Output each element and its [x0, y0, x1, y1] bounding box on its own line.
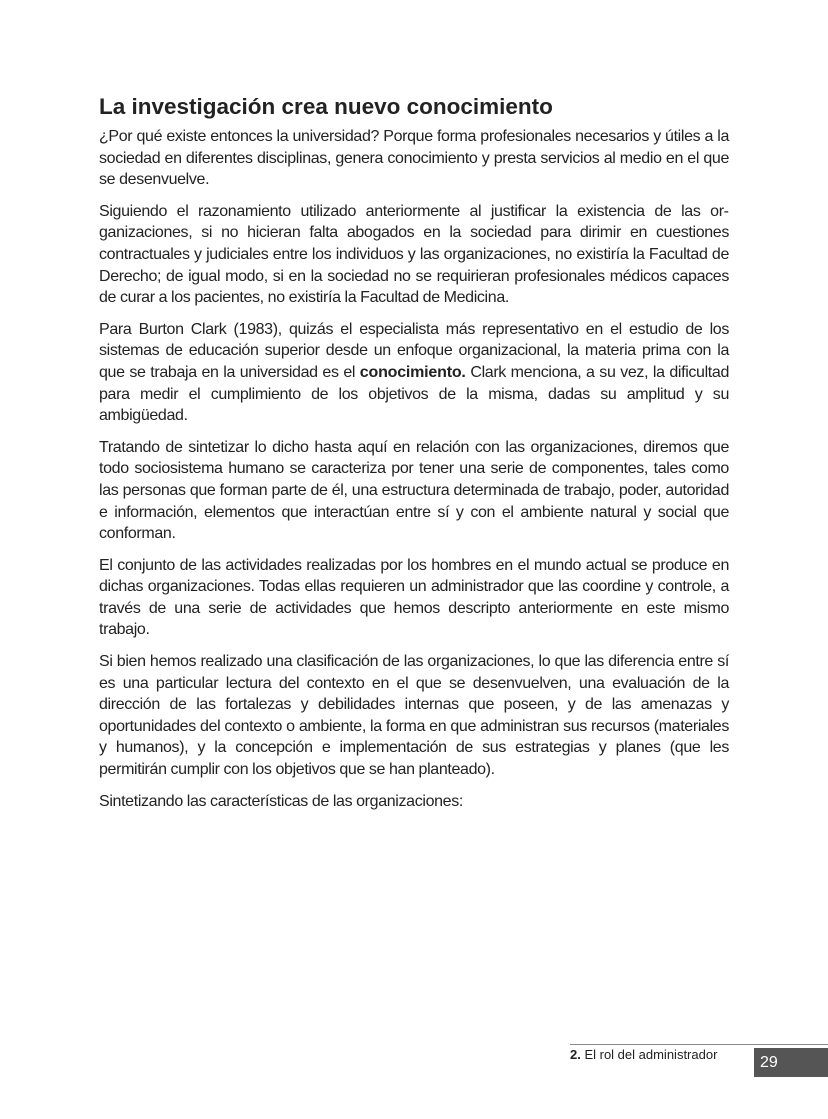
paragraph-7: Sintetizando las características de las organizaciones:: [99, 792, 463, 810]
page-number: 29: [760, 1054, 778, 1071]
page-number-box: [754, 1048, 828, 1077]
running-footer: [570, 1047, 717, 1063]
paragraph-3-lead: Para Burton Clark (1983), quizás el especialista más representativo en el estudio de los sistemas de educación superior desde un enfoque organizacional, la materia prima con la que se trabaja en la universidad es el: [99, 320, 729, 381]
chapter-number: 2.: [570, 1047, 581, 1062]
paragraph-6: Si bien hemos realizado una clasificación de las organizaciones, lo que las diferencia entre sí es una particular lectura del contexto en el que se desenvuelven, una evaluación de la dirección de las fortalezas y debilidades internas que poseen, y de las amenazas y oportunidades del contexto o ambiente, la forma en que administran sus recursos (materiales y humanos), y la concepción e implementación de sus estrategias y planes (que les permitirán cumplir con los objetivos que se han planteado).: [99, 653, 729, 779]
paragraph-5: El conjunto de las actividades realizadas por los hombres en el mundo actual se produce en dichas organizaciones. Todas ellas requieren un administrador que las coordine y controle, a través de una serie de actividades que hemos descripto anteriormente en este mismo trabajo.: [99, 556, 729, 639]
emphasized-term: conocimiento.: [359, 363, 466, 381]
chapter-title: El rol del administrador: [580, 1047, 718, 1062]
section-heading: La investigación crea nuevo conocimiento: [99, 94, 553, 119]
paragraph-3-tail: Clark menciona, a su vez, la dificultad para medir el cumplimiento de los objetivos de la misma, dadas su amplitud y su ambigüedad.: [99, 363, 729, 425]
paragraph-3: [99, 319, 729, 427]
paragraph-1: ¿Por qué existe entonces la universidad? Porque forma profesionales necesarios y útiles a la sociedad en diferentes disciplinas, genera conocimiento y presta servicios al medio en el que se desenvuelve.: [99, 128, 729, 189]
paragraph-4: Tratando de sintetizar lo dicho hasta aquí en relación con las organizaciones, diremos que todo sociosistema humano se caracteriza por tener una serie de componentes, tales como las personas que forman parte de él, una estructura determinada de trabajo, poder, autoridad e información, elementos que interactúan entre sí y con el ambiente natural y social que conforman.: [99, 438, 729, 543]
page-content: [99, 92, 729, 822]
paragraph-2: Siguiendo el razonamiento utilizado anteriormente al justificar la existencia de las organizaciones, si no hicieran falta abogados en la sociedad para dirimir en cuestiones contractuales y judiciales entre los individuos y las organizaciones, no existiría la Facultad de Derecho; de igual modo, si en la sociedad no se requirieran profesionales médicos capaces de curar a los pacientes, no existiría la Facultad de Medicina.: [99, 202, 729, 307]
footer-divider: [570, 1044, 828, 1045]
